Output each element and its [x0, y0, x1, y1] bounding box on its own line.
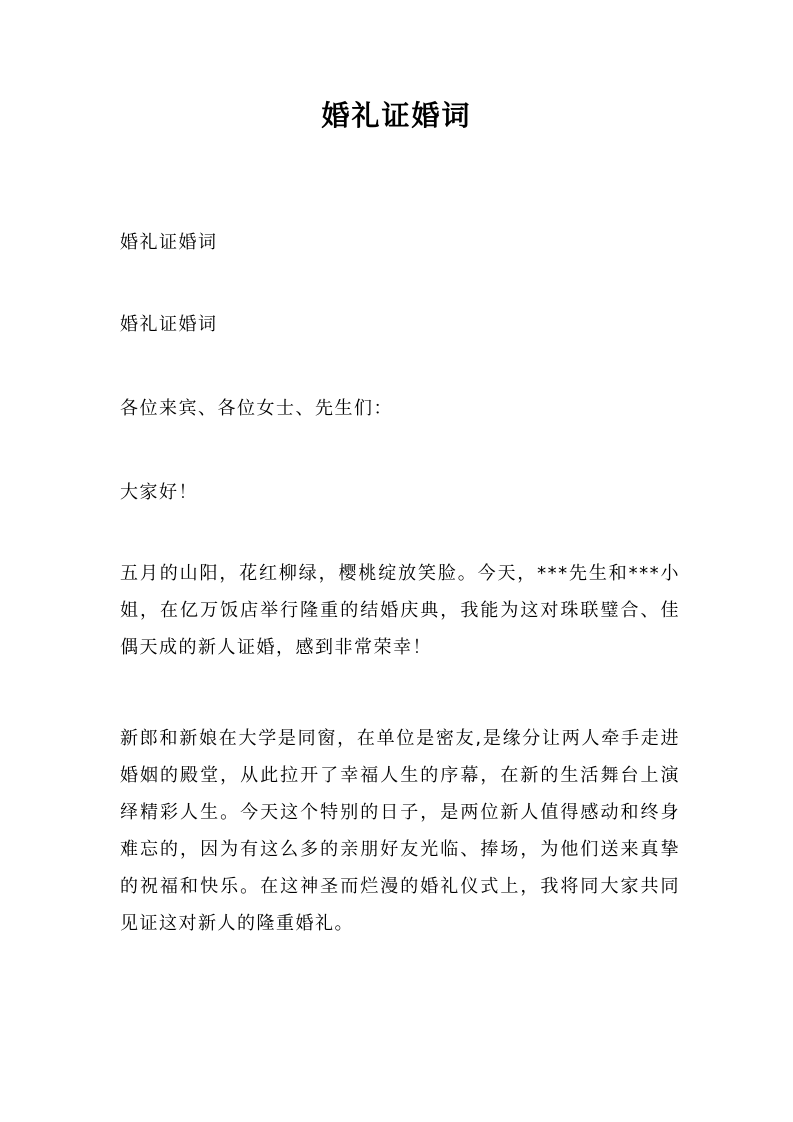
paragraph-hello: 大家好！: [120, 482, 198, 503]
paragraph-subtitle-1: 婚礼证婚词: [120, 232, 218, 253]
paragraph-greeting: 各位来宾、各位女士、先生们：: [120, 398, 393, 419]
paragraph-body: 新郎和新娘在大学是同窗，在单位是密友,是缘分让两人牵手走进婚姻的殿堂，从此拉开了幸福人生的序幕，在新的生活舞台上演绎精彩人生。今天这个特别的日子，是两位新人值得感动和终身难忘的，因为有这么多的亲朋好友光临、捧场，为他们送来真挚的祝福和快乐。在这神圣而烂漫的婚礼仪式上，我将同大家共同见证这对新人的隆重婚礼。: [120, 728, 680, 934]
paragraph-intro: 五月的山阳，花红柳绿，樱桃绽放笑脸。今天，***先生和***小姐，在亿万饭店举行隆重的结婚庆典，我能为这对珠联璧合、佳偶天成的新人证婚，感到非常荣幸！: [120, 563, 680, 658]
document-title: 婚礼证婚词: [321, 99, 472, 132]
paragraph-subtitle-2: 婚礼证婚词: [120, 314, 218, 335]
